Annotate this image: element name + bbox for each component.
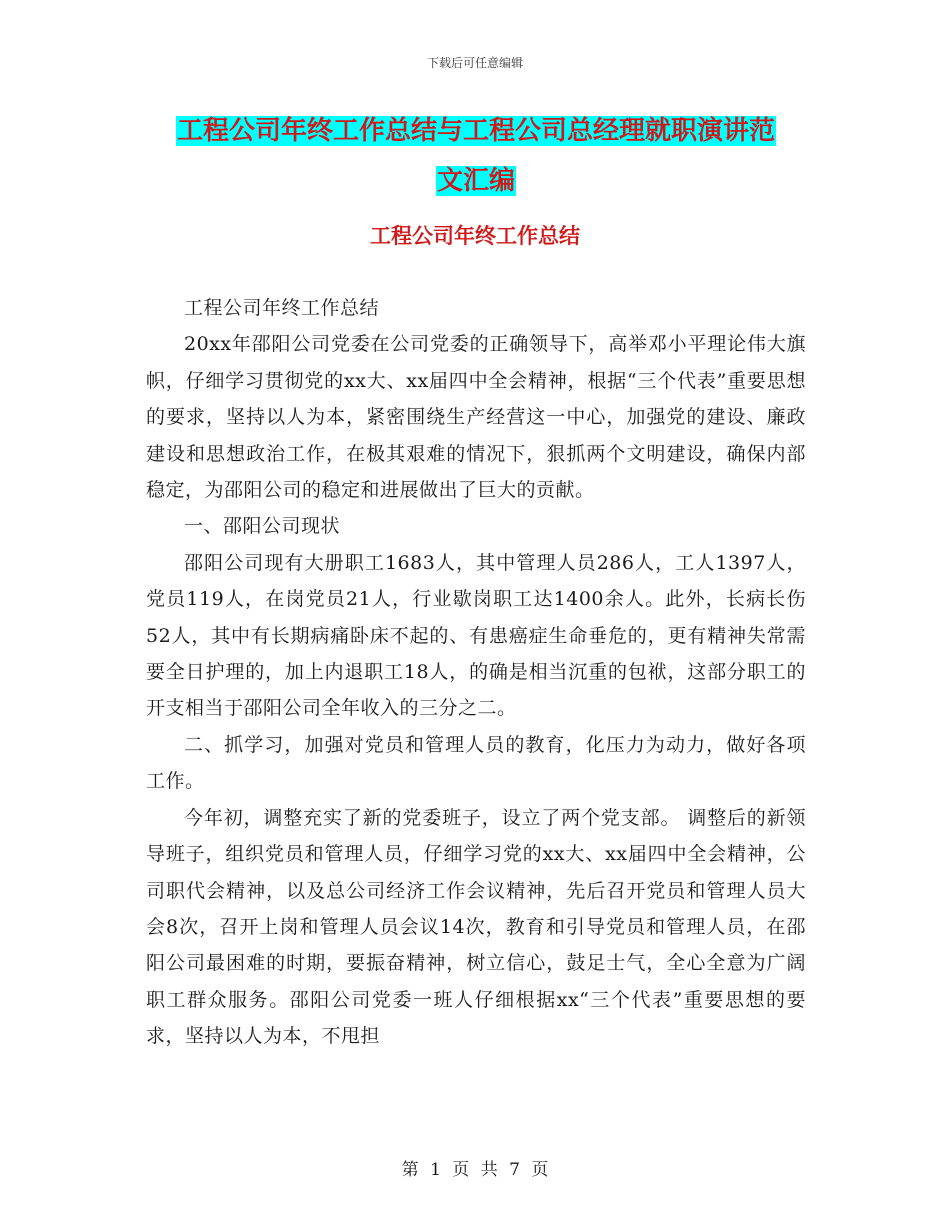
section-heading: 工程公司年终工作总结 xyxy=(370,224,580,248)
paragraph-heading-2: 二、抓学习，加强对党员和管理人员的教育，化压力为动力，做好各项工作。 xyxy=(146,733,806,793)
paragraph-status: 邵阳公司现有大册职工1683人，其中管理人员286人，工人1397人，党员119人，在岗党员21人，行业歇岗职工达1400余人。此外，长病长伤 52人，其中有长期病痛卧床不起的、有患癌症生命垂危的，更有精神失常需要全日护理的，加上内退职工18人，的确是相当沉重的包袱，这部分职工的开支相当于邵阳公司全年收入的三分之二。 xyxy=(146,551,806,720)
title-line-1: 工程公司年终工作总结与工程公司总经理就职演讲范 xyxy=(176,116,775,146)
title-line-2: 文汇编 xyxy=(436,166,515,196)
paragraph-study: 今年初，调整充实了新的党委班子，设立了两个党支部。 调整后的新领导班子，组织党员和管理人员，仔细学习党的xx大、xx届四中全会精神，公司职代会精神，以及总公司经济工作会议精神，先后召开党员和管理人员大会8次，召开上岗和管理人员会议14次，教育和引导党员和管理人员，在邵阳公司最困难的时期，要振奋精神，树立信心，鼓足士气，全心全意为广阔职工群众服务。邵阳公司党委一班人仔细根据xx“三个代表”重要思想的要求，坚持以人为本，不甩担 xyxy=(146,806,806,1048)
body-text xyxy=(146,290,806,1055)
header-note: 下载后可任意编辑 xyxy=(426,56,523,70)
document-title xyxy=(140,106,812,206)
paragraph-subtitle: 工程公司年终工作总结 xyxy=(184,297,380,319)
paragraph-heading-1: 一、邵阳公司现状 xyxy=(184,515,341,538)
paragraph-intro: 20xx年邵阳公司党委在公司党委的正确领导下，高举邓小平理论伟大旗帜，仔细学习贯彻党的xx大、xx届四中全会精神，根据“三个代表”重要思想的要求，坚持以人为本，紧密围绕生产经营这一中心，加强党的建设、廉政建设和思想政治工作，在极其艰难的情况下，狠抓两个文明建设，确保内部稳定，为邵阳公司的稳定和进展做出了巨大的贡献。 xyxy=(146,333,806,502)
page-footer: 第 1 页 共 7 页 xyxy=(401,1160,549,1180)
